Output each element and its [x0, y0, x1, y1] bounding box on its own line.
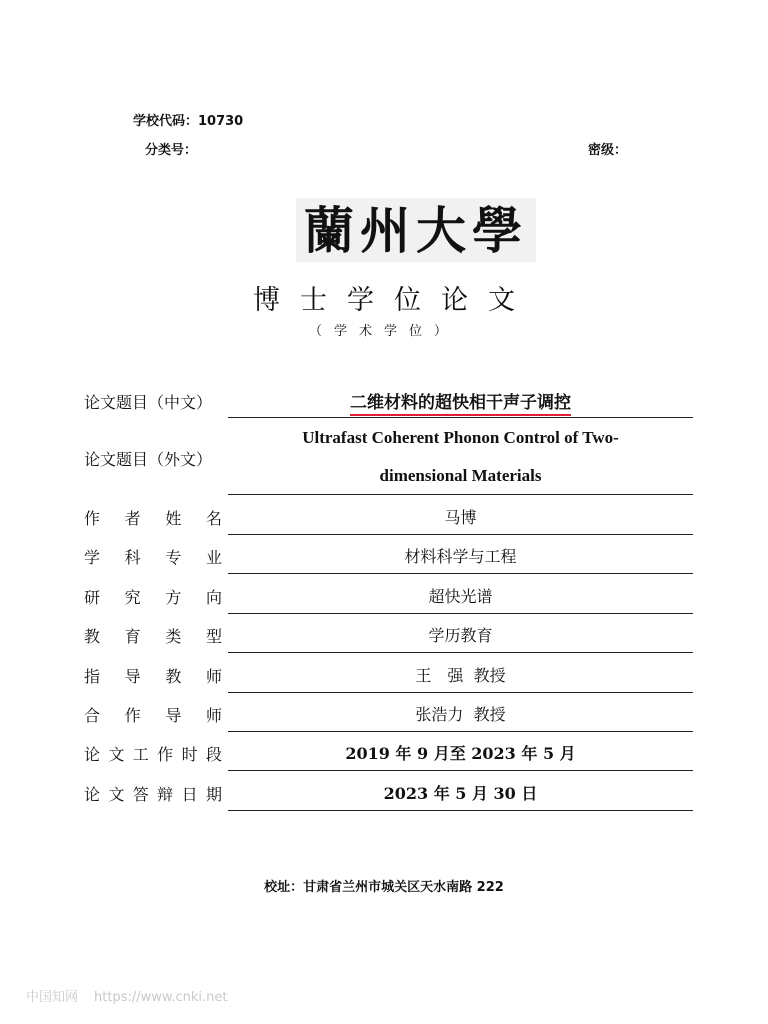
defense-date-value: 2023 年 5 月 30 日 [383, 784, 538, 803]
title-cn-label: 论文题目（中文） [84, 393, 213, 412]
title-en-line-1: Ultrafast Coherent Phonon Control of Two- [302, 428, 619, 447]
title-en-label: 论文题目（外文） [84, 450, 213, 469]
work-period-label: 论 文 工 作 时 段 [84, 745, 222, 764]
education-type-value: 学历教育 [428, 626, 493, 645]
watermark-site: 中国知网 [26, 990, 79, 1005]
divider [228, 417, 693, 418]
research-direction-label: 研 究 方 向 [84, 588, 222, 607]
divider [228, 652, 693, 653]
title-en-line-2: dimensional Materials [379, 466, 542, 485]
supervisor-value: 王 强 教授 [415, 666, 506, 685]
secret-level: 密级： [588, 143, 628, 158]
divider [228, 692, 693, 693]
author-label: 作 者 姓 名 [84, 509, 222, 528]
co-supervisor-value: 张浩力 教授 [415, 705, 506, 724]
defense-date-label: 论 文 答 辩 日 期 [84, 785, 222, 804]
discipline-label: 学 科 专 业 [84, 548, 222, 567]
university-logo [296, 198, 536, 262]
title-cn-text: 二维材料的超快相干声子调控 [350, 393, 571, 416]
supervisor-label: 指 导 教 师 [84, 667, 222, 686]
degree-type: （学术学位） [308, 324, 459, 339]
discipline-value: 材料科学与工程 [404, 547, 517, 566]
svg-text:蘭州大學: 蘭州大學 [304, 201, 528, 260]
degree-title: 博士学位论文 [253, 285, 535, 316]
work-period-value: 2019 年 9 月至 2023 年 5 月 [345, 744, 576, 763]
school-code: 学校代码：10730 [133, 114, 244, 129]
divider [228, 573, 693, 574]
title-cn-value [228, 388, 693, 413]
cnki-watermark [26, 986, 227, 1005]
title-en-value [228, 419, 693, 495]
watermark-url: https://www.cnki.net [94, 990, 228, 1005]
divider [228, 810, 693, 811]
divider [228, 770, 693, 771]
divider [228, 613, 693, 614]
divider [228, 494, 693, 495]
co-supervisor-label: 合 作 导 师 [84, 706, 222, 725]
school-address: 校址：甘肃省兰州市城关区天水南路 222 [264, 880, 504, 895]
divider [228, 731, 693, 732]
classification-number: 分类号： [145, 143, 198, 158]
education-type-label: 教 育 类 型 [84, 627, 222, 646]
author-value: 马博 [444, 508, 477, 527]
research-direction-value: 超快光谱 [428, 587, 493, 606]
divider [228, 534, 693, 535]
